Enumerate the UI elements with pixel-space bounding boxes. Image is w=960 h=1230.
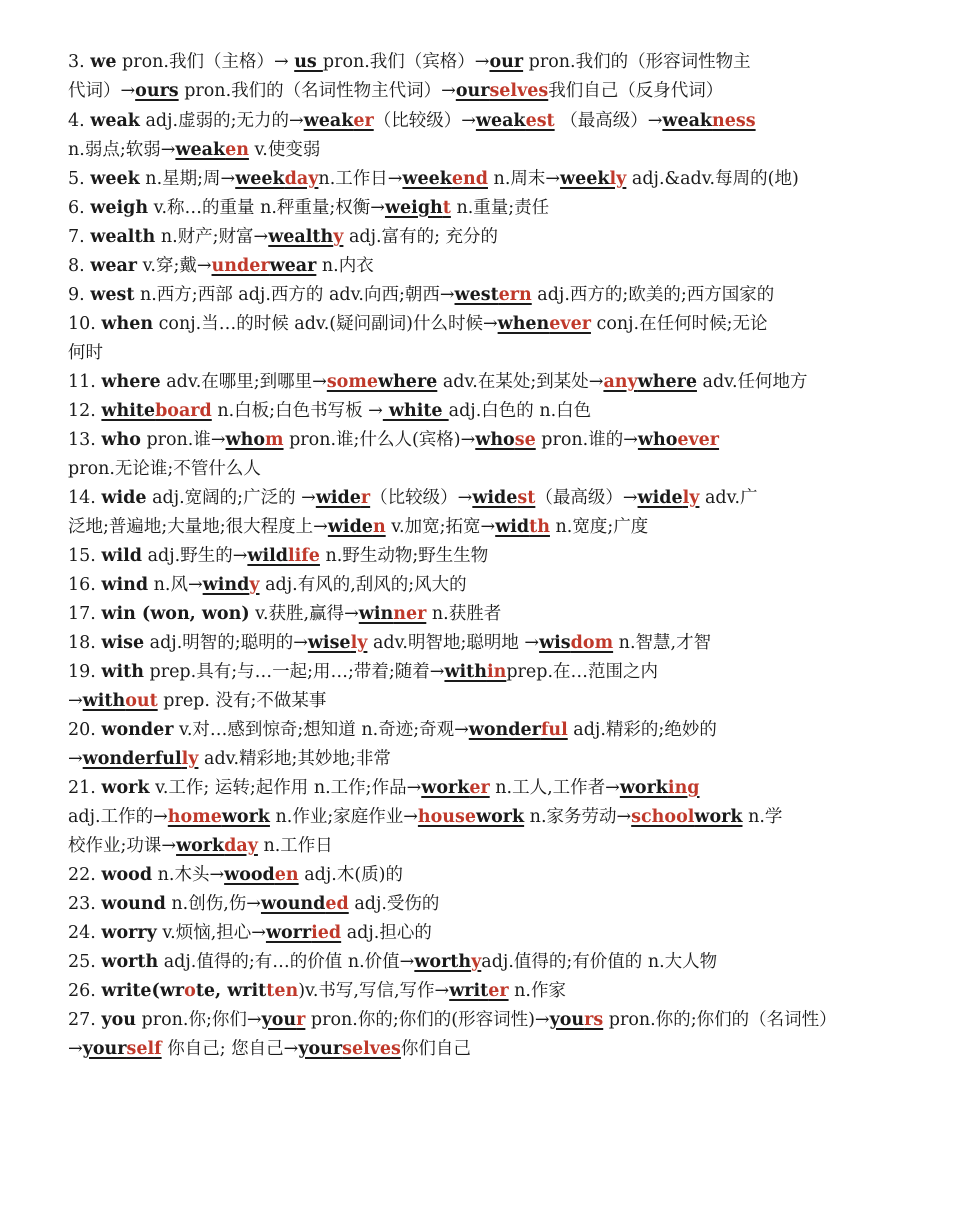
vocab-line bbox=[68, 600, 960, 629]
definition-text: adj.白色的 n.白色 bbox=[448, 401, 592, 421]
suffix-highlight: o bbox=[184, 981, 196, 1001]
derived-word: your bbox=[261, 1010, 306, 1030]
derived-word: wider bbox=[315, 488, 371, 508]
derived-word: yourself bbox=[82, 1039, 162, 1059]
definition-text: pron.你的;你们的（名词性） bbox=[603, 1010, 837, 1030]
headword: wind bbox=[101, 575, 149, 595]
definition-text: adj.明智的;聪明的→ bbox=[144, 633, 308, 653]
vocab-line bbox=[68, 803, 960, 832]
derived-word: within bbox=[444, 662, 507, 682]
derived-word: widen bbox=[327, 517, 386, 537]
derived-word: width bbox=[495, 517, 550, 537]
definition-text: 22. bbox=[68, 865, 102, 885]
derived-word: yourselves bbox=[298, 1039, 401, 1059]
definition-text: （比较级）→ bbox=[373, 111, 476, 131]
vocab-line bbox=[68, 1035, 960, 1064]
headword: weak bbox=[90, 111, 140, 131]
derived-word: homework bbox=[167, 807, 270, 827]
derived-word: widest bbox=[472, 488, 536, 508]
definition-text: 15. bbox=[68, 546, 102, 566]
derived-word: our bbox=[489, 52, 524, 72]
definition-text: 14. bbox=[68, 488, 102, 508]
vocab-line bbox=[68, 426, 960, 455]
definition-text: )v.书写,写信,写作→ bbox=[298, 981, 450, 1001]
definition-text: adj.有风的,刮风的;风大的 bbox=[259, 575, 467, 595]
headword: when bbox=[101, 314, 154, 334]
derived-word: white bbox=[382, 401, 449, 421]
definition-text: 何时 bbox=[68, 343, 103, 363]
definition-text: v.称…的重量 n.秤重量;权衡→ bbox=[148, 198, 385, 218]
definition-text: pron.我们（主格）→ bbox=[116, 52, 295, 72]
headword: wild bbox=[101, 546, 143, 566]
definition-text: adj.野生的→ bbox=[142, 546, 248, 566]
definition-text: adv.在某处;到某处→ bbox=[437, 372, 604, 392]
derived-word: ours bbox=[135, 81, 179, 101]
definition-text: 6. bbox=[68, 198, 91, 218]
definition-text: adv.明智地;聪明地 → bbox=[367, 633, 540, 653]
definition-text: 9. bbox=[68, 285, 91, 305]
definition-text: → bbox=[68, 1039, 83, 1059]
derived-word: wooden bbox=[224, 865, 299, 885]
definition-text: n.风→ bbox=[148, 575, 203, 595]
definition-text: n.工作日 bbox=[257, 836, 333, 856]
definition-text: n.重量;责任 bbox=[450, 198, 550, 218]
headword: wound bbox=[101, 894, 166, 914]
definition-text: v.工作; 运转;起作用 n.工作;作品→ bbox=[149, 778, 422, 798]
derived-word: winner bbox=[358, 604, 427, 624]
definition-text: conj.当…的时候 adv.(疑问副词)什么时候→ bbox=[153, 314, 498, 334]
headword: worry bbox=[101, 923, 157, 943]
vocab-line bbox=[68, 368, 960, 397]
derived-word: anywhere bbox=[603, 372, 697, 392]
definition-text: 26. bbox=[68, 981, 102, 1001]
definition-text: adj.西方的;欧美的;西方国家的 bbox=[531, 285, 775, 305]
definition-text: → bbox=[68, 749, 83, 769]
definition-text: 你们自己 bbox=[400, 1039, 471, 1059]
definition-text: adj.虚弱的;无力的→ bbox=[139, 111, 304, 131]
headword: who bbox=[101, 430, 141, 450]
derived-word: whiteboard bbox=[101, 401, 212, 421]
definition-text: pron.你的;你们的(形容词性)→ bbox=[305, 1010, 550, 1030]
headword: wise bbox=[101, 633, 145, 653]
definition-text: v.加宽;拓宽→ bbox=[385, 517, 496, 537]
vocab-line bbox=[68, 1006, 960, 1035]
definition-text: v.获胜,赢得→ bbox=[249, 604, 359, 624]
definition-text: 23. bbox=[68, 894, 102, 914]
definition-text: n.西方;西部 adj.西方的 adv.向西;朝西→ bbox=[134, 285, 455, 305]
derived-word: western bbox=[454, 285, 532, 305]
definition-text: n.野生动物;野生生物 bbox=[319, 546, 489, 566]
derived-word: wounded bbox=[260, 894, 349, 914]
definition-text: v.对…感到惊奇;想知道 n.奇迹;奇观→ bbox=[173, 720, 469, 740]
vocab-line bbox=[68, 977, 960, 1006]
vocab-line bbox=[68, 716, 960, 745]
definition-text: n.星期;周→ bbox=[139, 169, 236, 189]
derived-word: weakness bbox=[662, 111, 756, 131]
definition-text: n.作业;家庭作业→ bbox=[269, 807, 418, 827]
headword: write(wr bbox=[101, 981, 185, 1001]
definition-text: n.学 bbox=[742, 807, 783, 827]
derived-word: us bbox=[294, 52, 323, 72]
headword: west bbox=[90, 285, 135, 305]
definition-text: n.周末→ bbox=[487, 169, 561, 189]
vocab-line bbox=[68, 194, 960, 223]
derived-word: windy bbox=[202, 575, 260, 595]
definition-text: adj.&adv.每周的(地) bbox=[626, 169, 799, 189]
definition-text: 13. bbox=[68, 430, 102, 450]
vocab-line bbox=[68, 107, 960, 136]
definition-text: adj.精彩的;绝妙的 bbox=[567, 720, 717, 740]
derived-word: housework bbox=[417, 807, 525, 827]
definition-text: pron.谁→ bbox=[140, 430, 226, 450]
definition-text: n.智慧,才智 bbox=[613, 633, 712, 653]
definition-text: pron.我们的（名词性物主代词）→ bbox=[178, 81, 456, 101]
headword: weigh bbox=[90, 198, 149, 218]
definition-text: 27. bbox=[68, 1010, 102, 1030]
definition-text: （比较级）→ bbox=[370, 488, 473, 508]
vocab-line bbox=[68, 629, 960, 658]
headword: wood bbox=[101, 865, 153, 885]
vocab-line bbox=[68, 281, 960, 310]
headword: wealth bbox=[90, 227, 156, 247]
vocab-line bbox=[68, 658, 960, 687]
definition-text: 18. bbox=[68, 633, 102, 653]
headword: wonder bbox=[101, 720, 174, 740]
definition-text: prep. 没有;不做某事 bbox=[157, 691, 327, 711]
definition-text: 我们自己（反身代词） bbox=[548, 81, 724, 101]
headword: win (won, won) bbox=[101, 604, 250, 624]
definition-text: 16. bbox=[68, 575, 102, 595]
definition-text: （最高级）→ bbox=[554, 111, 663, 131]
definition-text: n.作家 bbox=[508, 981, 566, 1001]
definition-text: n.财产;财富→ bbox=[155, 227, 269, 247]
definition-text: adj.值得的;有价值的 n.大人物 bbox=[481, 952, 718, 972]
vocab-line bbox=[68, 77, 960, 106]
vocab-line bbox=[68, 48, 960, 77]
vocab-line bbox=[68, 745, 960, 774]
definition-text: adj.受伤的 bbox=[348, 894, 440, 914]
definition-text: 校作业;功课→ bbox=[68, 836, 177, 856]
derived-word: workday bbox=[176, 836, 258, 856]
vocab-line bbox=[68, 339, 960, 368]
headword: where bbox=[101, 372, 161, 392]
definition-text: n.家务劳动→ bbox=[524, 807, 632, 827]
headword: wide bbox=[101, 488, 147, 508]
definition-text: v.烦恼,担心→ bbox=[156, 923, 266, 943]
derived-word: widely bbox=[637, 488, 700, 508]
derived-word: somewhere bbox=[326, 372, 438, 392]
headword: worth bbox=[101, 952, 159, 972]
derived-word: schoolwork bbox=[631, 807, 743, 827]
definition-text: 泛地;普遍地;大量地;很大程度上→ bbox=[68, 517, 328, 537]
definition-text: adv.在哪里;到哪里→ bbox=[160, 372, 327, 392]
vocab-line bbox=[68, 687, 960, 716]
definition-text: pron.我们的（形容词性物主 bbox=[523, 52, 751, 72]
suffix-highlight: ten bbox=[266, 981, 299, 1001]
derived-word: weaken bbox=[175, 140, 249, 160]
vocab-line bbox=[68, 861, 960, 890]
definition-text: adj.值得的;有…的价值 n.价值→ bbox=[158, 952, 415, 972]
vocab-line bbox=[68, 513, 960, 542]
derived-word: weekend bbox=[402, 169, 488, 189]
vocab-line bbox=[68, 571, 960, 600]
vocab-line bbox=[68, 455, 960, 484]
definition-text: v.穿;戴→ bbox=[137, 256, 212, 276]
definition-text: n.白板;白色书写板 → bbox=[211, 401, 383, 421]
derived-word: wonderful bbox=[468, 720, 568, 740]
definition-text: prep.在…范围之内 bbox=[506, 662, 659, 682]
definition-text: 12. bbox=[68, 401, 102, 421]
derived-word: wisely bbox=[307, 633, 368, 653]
definition-text: 11. bbox=[68, 372, 102, 392]
definition-text: n.工人,工作者→ bbox=[489, 778, 620, 798]
derived-word: weight bbox=[384, 198, 451, 218]
definition-text: n.创伤,伤→ bbox=[165, 894, 261, 914]
derived-word: without bbox=[82, 691, 158, 711]
headword: wear bbox=[90, 256, 138, 276]
definition-text: n.获胜者 bbox=[426, 604, 502, 624]
definition-text: → bbox=[68, 691, 83, 711]
definition-text: 10. bbox=[68, 314, 102, 334]
definition-text: n.木头→ bbox=[152, 865, 225, 885]
headword: you bbox=[101, 1010, 136, 1030]
definition-text: conj.在任何时候;无论 bbox=[590, 314, 768, 334]
headword: we bbox=[90, 52, 117, 72]
derived-word: weaker bbox=[303, 111, 374, 131]
headword: week bbox=[90, 169, 140, 189]
definition-text: n.弱点;软弱→ bbox=[68, 140, 176, 160]
vocab-line bbox=[68, 484, 960, 513]
definition-text: 21. bbox=[68, 778, 102, 798]
headword: with bbox=[101, 662, 144, 682]
definition-text: n.工作日→ bbox=[318, 169, 403, 189]
definition-text: adv.精彩地;其妙地;非常 bbox=[198, 749, 391, 769]
vocab-line bbox=[68, 774, 960, 803]
definition-text: pron.谁;什么人(宾格)→ bbox=[283, 430, 476, 450]
definition-text: 19. bbox=[68, 662, 102, 682]
vocab-line bbox=[68, 890, 960, 919]
vocab-line bbox=[68, 542, 960, 571]
vocab-line bbox=[68, 223, 960, 252]
definition-text: 8. bbox=[68, 256, 91, 276]
vocab-line bbox=[68, 165, 960, 194]
definition-text: 代词）→ bbox=[68, 81, 136, 101]
vocab-line bbox=[68, 136, 960, 165]
vocab-line bbox=[68, 397, 960, 426]
definition-text: 7. bbox=[68, 227, 91, 247]
derived-word: whenever bbox=[497, 314, 591, 334]
vocab-line bbox=[68, 832, 960, 861]
definition-text: prep.具有;与…一起;用…;带着;随着→ bbox=[143, 662, 445, 682]
definition-text: n.内衣 bbox=[316, 256, 374, 276]
derived-word: weakest bbox=[475, 111, 555, 131]
definition-text: 你自己; 您自己→ bbox=[161, 1039, 299, 1059]
derived-word: worker bbox=[421, 778, 490, 798]
definition-text: 17. bbox=[68, 604, 102, 624]
derived-word: working bbox=[619, 778, 700, 798]
definition-text: pron.无论谁;不管什么人 bbox=[68, 459, 261, 479]
derived-word: whose bbox=[475, 430, 536, 450]
definition-text: adj.担心的 bbox=[341, 923, 432, 943]
definition-text: pron.谁的→ bbox=[535, 430, 638, 450]
definition-text: adj.木(质)的 bbox=[298, 865, 403, 885]
definition-text: 4. bbox=[68, 111, 91, 131]
definition-text: pron.我们（宾格）→ bbox=[322, 52, 490, 72]
derived-word: wonderfully bbox=[82, 749, 199, 769]
vocab-line bbox=[68, 948, 960, 977]
definition-text: pron.你;你们→ bbox=[135, 1010, 262, 1030]
definition-text: 5. bbox=[68, 169, 91, 189]
derived-word: whoever bbox=[637, 430, 720, 450]
vocab-line bbox=[68, 919, 960, 948]
derived-word: yours bbox=[549, 1010, 604, 1030]
derived-word: writer bbox=[449, 981, 509, 1001]
derived-word: worthy bbox=[414, 952, 482, 972]
definition-text: 20. bbox=[68, 720, 102, 740]
derived-word: worried bbox=[265, 923, 342, 943]
derived-word: wealthy bbox=[268, 227, 344, 247]
definition-text: v.使变弱 bbox=[248, 140, 321, 160]
derived-word: weekday bbox=[235, 169, 319, 189]
definition-text: （最高级）→ bbox=[535, 488, 638, 508]
vocab-line bbox=[68, 310, 960, 339]
definition-text: adj.宽阔的;广泛的 → bbox=[146, 488, 316, 508]
derived-word: wildlife bbox=[247, 546, 320, 566]
definition-text: adj.工作的→ bbox=[68, 807, 168, 827]
definition-text: adv.任何地方 bbox=[696, 372, 808, 392]
derived-word: underwear bbox=[211, 256, 317, 276]
definition-text: adv.广 bbox=[699, 488, 758, 508]
derived-word: wisdom bbox=[539, 633, 614, 653]
derived-word: whom bbox=[225, 430, 284, 450]
derived-word: weekly bbox=[560, 169, 627, 189]
definition-text: 3. bbox=[68, 52, 91, 72]
vocab-line bbox=[68, 252, 960, 281]
definition-text: 24. bbox=[68, 923, 102, 943]
derived-word: ourselves bbox=[455, 81, 549, 101]
headword: work bbox=[101, 778, 150, 798]
definition-text: 25. bbox=[68, 952, 102, 972]
headword: te, writ bbox=[195, 981, 267, 1001]
definition-text: n.宽度;广度 bbox=[549, 517, 649, 537]
definition-text: adj.富有的; 充分的 bbox=[343, 227, 499, 247]
